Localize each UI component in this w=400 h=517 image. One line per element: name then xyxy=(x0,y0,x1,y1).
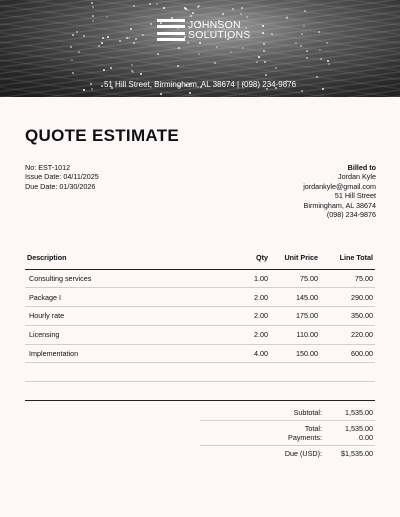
water-sparkle xyxy=(178,47,180,49)
page-title: QUOTE ESTIMATE xyxy=(25,126,180,145)
totals-separator xyxy=(200,420,375,421)
water-sparkle xyxy=(78,51,80,53)
billed-to-block xyxy=(303,163,376,219)
line-items-table xyxy=(25,253,375,363)
water-sparkle xyxy=(304,10,306,12)
water-sparkle xyxy=(326,42,328,44)
subtotal-label: Subtotal: xyxy=(293,408,322,417)
client-city: Birmingham, AL 38674 xyxy=(303,200,376,210)
water-sparkle xyxy=(241,7,243,9)
column-header-line-total: Line Total xyxy=(320,253,375,269)
table-header-row xyxy=(25,253,375,269)
table-row xyxy=(25,288,375,307)
item-unit-price: 75.00 xyxy=(270,269,320,288)
water-sparkle xyxy=(106,16,108,18)
water-sparkle xyxy=(301,33,303,35)
water-sparkle xyxy=(72,72,74,74)
water-sparkle xyxy=(92,20,94,22)
due-row xyxy=(200,449,375,458)
table-row xyxy=(25,269,375,288)
item-line-total: 290.00 xyxy=(320,288,375,307)
water-sparkle xyxy=(303,25,305,27)
water-sparkle xyxy=(83,89,85,91)
item-description: Licensing xyxy=(25,325,235,344)
total-label: Total: xyxy=(304,424,322,433)
item-qty: 2.00 xyxy=(235,288,270,307)
water-sparkle xyxy=(316,76,318,78)
water-sparkle xyxy=(157,53,159,55)
water-sparkle xyxy=(160,93,162,95)
totals-separator xyxy=(200,445,375,446)
water-sparkle xyxy=(286,16,288,18)
company-address: 51 Hill Street, Birmingham, AL 38674 | (098) 234-9876 xyxy=(103,80,297,89)
water-sparkle xyxy=(246,16,248,18)
item-unit-price: 150.00 xyxy=(270,344,320,363)
company-logo xyxy=(157,19,250,41)
water-sparkle xyxy=(306,57,308,59)
totals-divider xyxy=(25,400,375,401)
water-sparkle xyxy=(232,8,234,10)
due-label: Due (USD): xyxy=(284,449,322,458)
water-sparkle xyxy=(264,61,266,63)
water-sparkle xyxy=(187,42,189,44)
water-sparkle xyxy=(256,61,258,63)
water-sparkle xyxy=(150,23,152,25)
water-sparkle xyxy=(132,71,134,73)
logo-line-2: SOLUTIONS xyxy=(188,29,251,41)
item-line-total: 600.00 xyxy=(320,344,375,363)
water-sparkle xyxy=(301,90,303,92)
water-sparkle xyxy=(263,43,265,45)
water-sparkle xyxy=(271,33,273,35)
water-sparkle xyxy=(92,15,94,17)
water-sparkle xyxy=(295,42,297,44)
subtotal-value: 1,535.00 xyxy=(345,408,373,417)
item-description: Package I xyxy=(25,288,235,307)
logo-stripes-icon xyxy=(157,19,185,41)
water-sparkle xyxy=(262,25,264,27)
water-sparkle xyxy=(306,50,308,52)
water-sparkle xyxy=(133,5,135,7)
quote-meta xyxy=(25,163,99,191)
table-row xyxy=(25,325,375,344)
totals-block xyxy=(200,408,375,458)
water-sparkle xyxy=(263,50,265,52)
payments-value: 0.00 xyxy=(359,433,373,442)
water-sparkle xyxy=(192,12,194,14)
water-sparkle xyxy=(216,46,218,48)
quote-number: EST-1012 xyxy=(38,163,71,172)
due-date-row xyxy=(25,182,99,191)
water-sparkle xyxy=(107,36,109,38)
item-unit-price: 145.00 xyxy=(270,288,320,307)
item-unit-price: 110.00 xyxy=(270,325,320,344)
water-sparkle xyxy=(101,42,103,44)
water-sparkle xyxy=(83,35,85,37)
water-sparkle xyxy=(199,42,201,44)
water-sparkle xyxy=(71,59,73,61)
logo-line-1: JOHNSON xyxy=(188,19,241,31)
item-qty: 1.00 xyxy=(235,269,270,288)
water-sparkle xyxy=(149,3,151,5)
item-qty: 2.00 xyxy=(235,307,270,326)
item-qty: 2.00 xyxy=(235,325,270,344)
column-header-description: Description xyxy=(25,253,235,269)
water-sparkle xyxy=(328,63,330,65)
quote-number-row xyxy=(25,163,99,172)
water-sparkle xyxy=(130,28,132,30)
water-sparkle xyxy=(102,37,104,39)
column-header-unit-price: Unit Price xyxy=(270,253,320,269)
water-sparkle xyxy=(198,5,200,7)
water-sparkle xyxy=(156,3,158,5)
item-line-total: 220.00 xyxy=(320,325,375,344)
water-sparkle xyxy=(76,31,78,33)
quote-number-label: No: xyxy=(25,163,37,172)
item-line-total: 350.00 xyxy=(320,307,375,326)
water-sparkle xyxy=(119,40,121,42)
water-sparkle xyxy=(320,58,322,60)
total-row xyxy=(200,424,375,433)
water-sparkle xyxy=(190,15,192,17)
water-sparkle xyxy=(133,42,135,44)
water-sparkle xyxy=(318,31,320,33)
water-sparkle xyxy=(70,46,72,48)
water-sparkle xyxy=(240,13,242,15)
subtotal-row xyxy=(200,408,375,417)
item-qty: 4.00 xyxy=(235,344,270,363)
total-value: 1,535.00 xyxy=(345,424,373,433)
water-sparkle xyxy=(177,65,179,67)
water-sparkle xyxy=(319,49,321,51)
client-name: Jordan Kyle xyxy=(338,172,376,182)
item-unit-price: 175.00 xyxy=(270,307,320,326)
due-value: $1,535.00 xyxy=(341,449,373,458)
water-sparkle xyxy=(258,56,260,58)
payments-row xyxy=(200,433,375,442)
header-banner xyxy=(0,0,400,97)
water-sparkle xyxy=(214,62,216,64)
issue-date: 04/11/2025 xyxy=(63,172,99,182)
water-sparkle xyxy=(110,67,112,69)
water-sparkle xyxy=(98,45,100,47)
water-sparkle xyxy=(131,64,133,66)
client-phone: (098) 234-9876 xyxy=(326,210,376,220)
table-row xyxy=(25,344,375,363)
logo-text xyxy=(188,20,250,40)
water-sparkle xyxy=(262,32,264,34)
table-end-divider xyxy=(25,381,375,382)
water-sparkle xyxy=(189,92,191,94)
due-date: 01/30/2026 xyxy=(59,181,96,191)
issue-date-row xyxy=(25,172,99,181)
water-sparkle xyxy=(242,47,244,49)
water-sparkle xyxy=(92,6,94,8)
water-sparkle xyxy=(222,13,224,15)
water-sparkle xyxy=(140,73,142,75)
client-street: 51 Hill Street xyxy=(334,191,376,201)
water-sparkle xyxy=(198,53,200,55)
water-sparkle xyxy=(142,34,144,36)
water-sparkle xyxy=(103,69,105,71)
item-description: Hourly rate xyxy=(25,307,235,326)
water-sparkle xyxy=(265,74,267,76)
due-date-label: Due Date: xyxy=(25,181,58,191)
water-sparkle xyxy=(187,9,189,11)
issue-date-label: Issue Date: xyxy=(25,172,62,182)
water-sparkle xyxy=(300,45,302,47)
table-row xyxy=(25,307,375,326)
client-email: jordankyle@gmail.com xyxy=(303,181,376,191)
item-description: Consulting services xyxy=(25,269,235,288)
billed-to-label: Billed to xyxy=(347,163,376,172)
item-description: Implementation xyxy=(25,344,235,363)
water-sparkle xyxy=(163,7,165,9)
water-sparkle xyxy=(135,38,137,40)
water-sparkle xyxy=(126,37,128,39)
payments-label: Payments: xyxy=(288,433,322,442)
water-sparkle xyxy=(230,51,232,53)
water-sparkle xyxy=(91,2,93,4)
water-sparkle xyxy=(128,37,130,39)
water-sparkle xyxy=(275,67,277,69)
item-line-total: 75.00 xyxy=(320,269,375,288)
water-sparkle xyxy=(72,34,74,36)
column-header-qty: Qty xyxy=(235,253,270,269)
